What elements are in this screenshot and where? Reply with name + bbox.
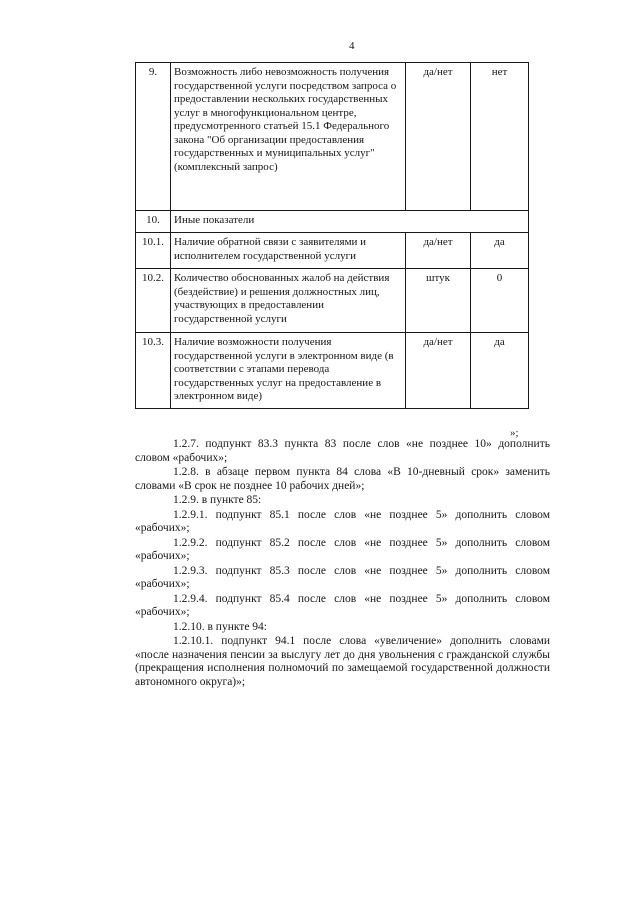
- indicator-value: да: [471, 333, 529, 409]
- table-row: [136, 269, 529, 333]
- unit-of-measure: да/нет: [406, 233, 471, 269]
- row-number: 10.2.: [136, 269, 171, 333]
- paragraph-1-2-7: 1.2.7. подпункт 83.3 пункта 83 после слов «не позднее 10» дополнить словом «рабочих»;: [135, 438, 550, 464]
- indicator-name: Количество обоснованных жалоб на действия (бездействие) и решения должностных лиц, участвующих в предоставлении государственной услуги: [171, 269, 406, 333]
- page-number: 4: [349, 40, 355, 52]
- row-number: 10.1.: [136, 233, 171, 269]
- indicator-name: Наличие возможности получения государственной услуги в электронном виде (в соответствии с этапами перевода государственных услуг на предоставление в электронном виде): [171, 333, 406, 409]
- indicator-value: 0: [471, 269, 529, 333]
- indicator-name: Иные показатели: [171, 211, 529, 233]
- indicator-value: нет: [471, 63, 529, 211]
- paragraph-1-2-9-1: 1.2.9.1. подпункт 85.1 после слов «не позднее 5» дополнить словом «рабочих»;: [135, 508, 550, 534]
- paragraph-1-2-10-1: 1.2.10.1. подпункт 94.1 после слова «увеличение» дополнить словами «после назначения пенсии за выслугу лет до дня увольнения с гражданской службы (прекращения исполнения полномочий по замещаемой государственной должности автономного округа)»;: [135, 635, 550, 688]
- indicator-value: да: [471, 233, 529, 269]
- table-row: [136, 233, 529, 269]
- unit-of-measure: штук: [406, 269, 471, 333]
- closing-quote: »;: [510, 427, 519, 439]
- amendments-text: [135, 438, 550, 690]
- table-row: [136, 333, 529, 409]
- unit-of-measure: да/нет: [406, 63, 471, 211]
- unit-of-measure: да/нет: [406, 333, 471, 409]
- row-number: 10.3.: [136, 333, 171, 409]
- paragraph-1-2-9-3: 1.2.9.3. подпункт 85.3 после слов «не позднее 5» дополнить словом «рабочих»;: [135, 564, 550, 590]
- paragraph-1-2-8: 1.2.8. в абзаце первом пункта 84 слова «В 10-дневный срок» заменить словами «В срок не позднее 10 рабочих дней»;: [135, 466, 550, 492]
- table-row: [136, 211, 529, 233]
- paragraph-1-2-9: 1.2.9. в пункте 85:: [173, 494, 262, 506]
- indicators-table: [135, 62, 529, 409]
- row-number: 9.: [136, 63, 171, 211]
- indicator-name: Возможность либо невозможность получения государственной услуги посредством запроса о предоставлении нескольких государственных услуг в многофункциональном центре, предусмотренного статьей 15.1 Федерального закона "Об организации предоставления государственных и муниципальных услуг" (комплексный запрос): [171, 63, 406, 211]
- table-row: [136, 63, 529, 211]
- paragraph-1-2-10: 1.2.10. в пункте 94:: [173, 620, 267, 633]
- indicator-name: Наличие обратной связи с заявителями и исполнителем государственной услуги: [171, 233, 406, 269]
- paragraph-1-2-9-4: 1.2.9.4. подпункт 85.4 после слов «не позднее 5» дополнить словом «рабочих»;: [135, 592, 550, 618]
- paragraph-1-2-9-2: 1.2.9.2. подпункт 85.2 после слов «не позднее 5» дополнить словом «рабочих»;: [135, 536, 550, 562]
- row-number: 10.: [136, 211, 171, 233]
